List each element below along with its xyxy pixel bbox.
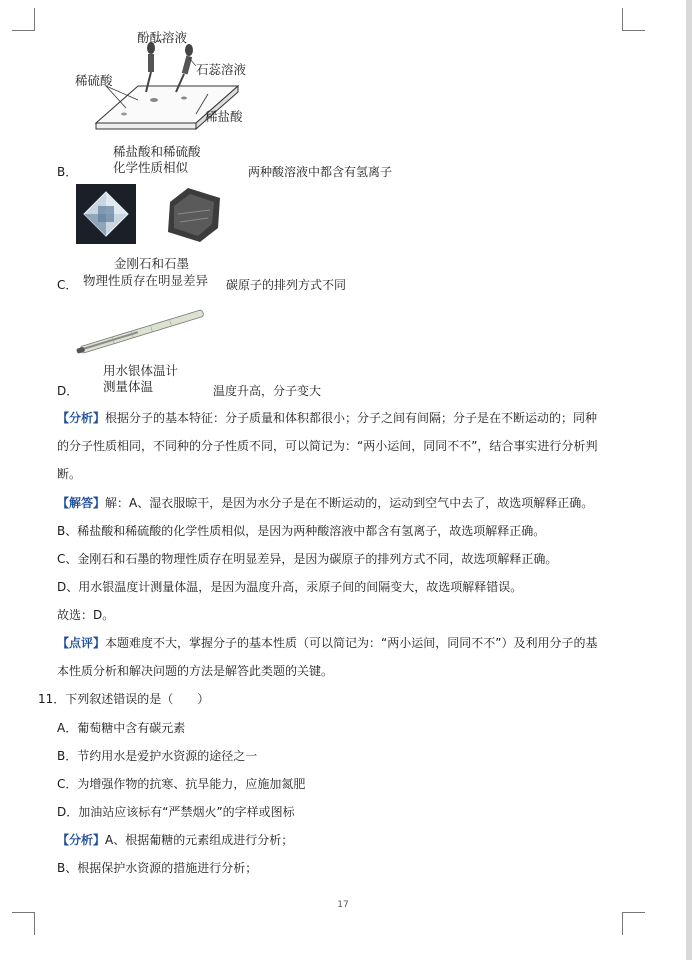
comment-line-2: 本性质分析和解决问题的方法是解答此类题的关键。	[57, 664, 334, 678]
q11-stem: 11．下列叙述错误的是（ ）	[38, 692, 210, 706]
q11-analysis-text-1: A、根据葡糖的元素组成进行分析；	[105, 833, 294, 847]
answer-text-1: 解：A、湿衣服晾干，是因为水分子是在不断运动的，运动到空气中去了，故选项解释正确。	[105, 496, 594, 510]
q11-analysis-line-1	[57, 831, 293, 849]
analysis-line-2: 的分子性质相同，不同种的分子性质不同，可以简记为：“两小运间，同同不不”，结合事实进行分析判	[57, 439, 598, 453]
label-phenolphthalein: 酚酞溶液	[137, 30, 188, 45]
q11-option-b: B．节约用水是爱护水资源的途径之一	[57, 749, 258, 763]
answer-line-2: B、稀盐酸和稀硫酸的化学性质相似，是因为两种酸溶液中都含有氢离子，故选项解释正确。	[57, 524, 546, 538]
dropper-right	[176, 44, 193, 92]
comment-tag: 【点评】	[57, 636, 106, 650]
option-c-explanation: 碳原子的排列方式不同	[226, 278, 347, 292]
label-sulfuric-acid: 稀硫酸	[75, 73, 113, 88]
graphite-photo	[164, 184, 224, 244]
page-edge-shadow	[686, 0, 692, 960]
analysis-text-1: 根据分子的基本特征：分子质量和体积都很小；分子之间有间隔；分子是在不断运动的；同种	[105, 411, 598, 425]
comment-line-1	[57, 634, 597, 652]
crop-mark-top-left	[12, 8, 35, 31]
option-b-explanation: 两种酸溶液中都含有氢离子	[248, 165, 393, 179]
crop-mark-top-right	[622, 8, 645, 31]
q11-analysis-tag: 【分析】	[57, 833, 106, 847]
dropper-left	[146, 42, 155, 92]
diamond-photo	[76, 184, 136, 244]
answer-line-4: D、用水银温度计测量体温，是因为温度升高，汞原子间的间隔变大，故选项解释错误。	[57, 580, 523, 594]
answer-line-5: 故选：D。	[57, 608, 115, 622]
answer-line-1	[57, 494, 593, 512]
page-number: 17	[337, 900, 349, 910]
q11-option-d: D．加油站应该标有“严禁烟火”的字样或图标	[57, 805, 295, 819]
q11-analysis-line-2: B、根据保护水资源的措施进行分析；	[57, 861, 258, 875]
option-d-explanation: 温度升高，分子变大	[213, 384, 322, 398]
option-d-caption-line1: 用水银体温计	[103, 363, 179, 378]
option-d-letter: D．	[57, 384, 79, 398]
comment-text-1: 本题难度不大，掌握分子的基本性质（可以简记为：“两小运间，同同不不”）及利用分子的基	[105, 636, 598, 650]
option-b-caption-line2: 化学性质相似	[113, 160, 189, 175]
option-c-caption-line2: 物理性质存在明显差异	[83, 273, 209, 288]
label-hydrochloric-acid: 稀盐酸	[205, 109, 243, 124]
answer-line-3: C、金刚石和石墨的物理性质存在明显差异，是因为碳原子的排列方式不同，故选项解释正确。	[57, 552, 558, 566]
label-litmus: 石蕊溶液	[196, 62, 247, 77]
option-b-letter: B．	[57, 165, 78, 179]
q11-option-a: A．葡萄糖中含有碳元素	[57, 721, 186, 735]
analysis-tag: 【分析】	[57, 411, 106, 425]
option-c-letter: C．	[57, 278, 78, 292]
thermometer-photo	[72, 304, 212, 360]
analysis-line-1	[57, 409, 597, 427]
analysis-line-3: 断。	[57, 467, 82, 481]
crop-mark-bottom-left	[12, 912, 35, 935]
option-b-caption-line1: 稀盐酸和稀硫酸	[113, 144, 201, 159]
option-d-caption-line2: 测量体温	[103, 379, 154, 394]
crop-mark-bottom-right	[622, 912, 645, 935]
option-c-caption-line1: 金刚石和石墨	[114, 256, 190, 271]
q11-option-c: C．为增强作物的抗寒、抗旱能力，应施加氮肥	[57, 777, 306, 791]
answer-tag: 【解答】	[57, 496, 106, 510]
